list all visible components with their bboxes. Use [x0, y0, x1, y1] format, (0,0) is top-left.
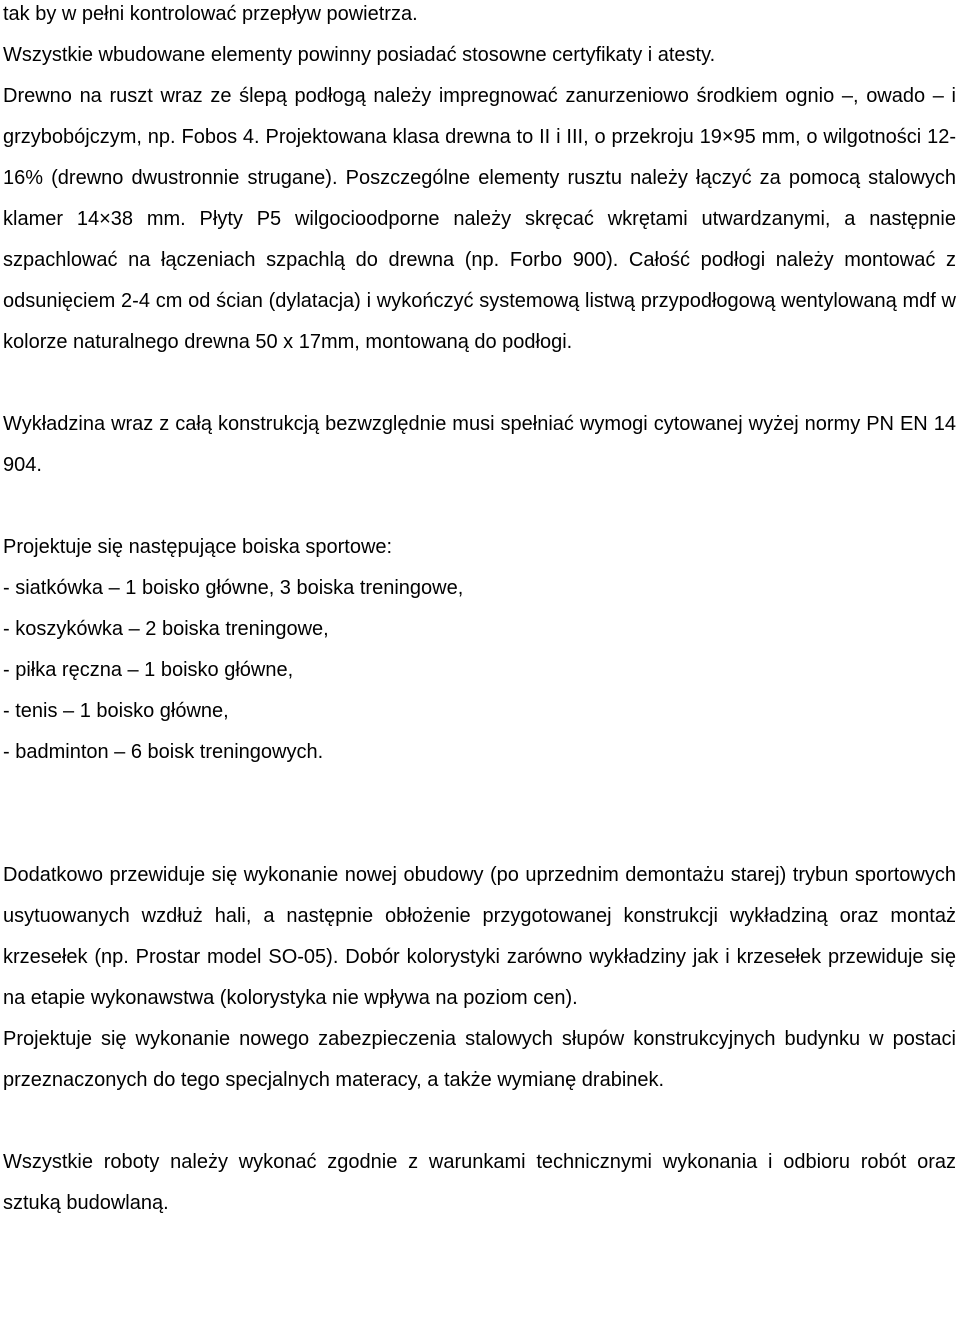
paragraph-stands: Dodatkowo przewiduje się wykonanie nowej obudowy (po uprzednim demontażu starej) trybun sportowych usytuowanych wzdłuż hali, a następnie obłożenie przygotowanej konstrukcji wykładziną oraz montaż krzesełek (np. Prostar model SO-05). Dobór kolorystyki zarówno wykładziny jak i krzesełek przewiduje się na etapie wykonawstwa (kolorystyka nie wpływa na poziom cen).: [3, 864, 956, 1009]
sports-fields-list: [3, 568, 956, 773]
paragraph-column-protection: Projektuje się wykonanie nowego zabezpieczenia stalowych słupów konstrukcyjnych budynku w postaci przeznaczonych do tego specjalnych materacy, a także wymianę drabinek.: [3, 1028, 956, 1091]
list-item: - koszykówka – 2 boiska treningowe,: [3, 618, 329, 640]
paragraph-certificates: Wszystkie wbudowane elementy powinny posiadać stosowne certyfikaty i atesty.: [3, 44, 716, 66]
list-item: - tenis – 1 boisko główne,: [3, 700, 229, 722]
paragraph-fields-intro: Projektuje się następujące boiska sportowe:: [3, 536, 393, 558]
paragraph-airflow: tak by w pełni kontrolować przepływ powietrza.: [3, 3, 418, 25]
list-item: - piłka ręczna – 1 boisko główne,: [3, 659, 294, 681]
paragraph-flooring-norm: Wykładzina wraz z całą konstrukcją bezwzględnie musi spełniać wymogi cytowanej wyżej normy PN EN 14 904.: [3, 413, 956, 476]
list-item: - siatkówka – 1 boisko główne, 3 boiska treningowe,: [3, 577, 464, 599]
paragraph-wood-subfloor: Drewno na ruszt wraz ze ślepą podłogą należy impregnować zanurzeniowo środkiem ognio –, owado – i grzybobójczym, np. Fobos 4. Projektowana klasa drewna to II i III, o przekroju 19×95 mm, o wilgotności 12-16% (drewno dwustronnie strugane). Poszczególne elementy rusztu należy łączyć za pomocą stalowych klamer 14×38 mm. Płyty P5 wilgocioodporne należy skręcać wkrętami utwardzanymi, a następnie szpachlować na łączeniach szpachlą do drewna (np. Forbo 900). Całość podłogi należy montować z odsunięciem 2-4 cm od ścian (dylatacja) i wykończyć systemową listwą przypodłogową wentylowaną mdf w kolorze naturalnego drewna 50 x 17mm, montowaną do podłogi.: [3, 85, 956, 353]
list-item: - badminton – 6 boisk treningowych.: [3, 741, 324, 763]
paragraph-technical-conditions: Wszystkie roboty należy wykonać zgodnie z warunkami technicznymi wykonania i odbioru robót oraz sztuką budowlaną.: [3, 1151, 956, 1214]
